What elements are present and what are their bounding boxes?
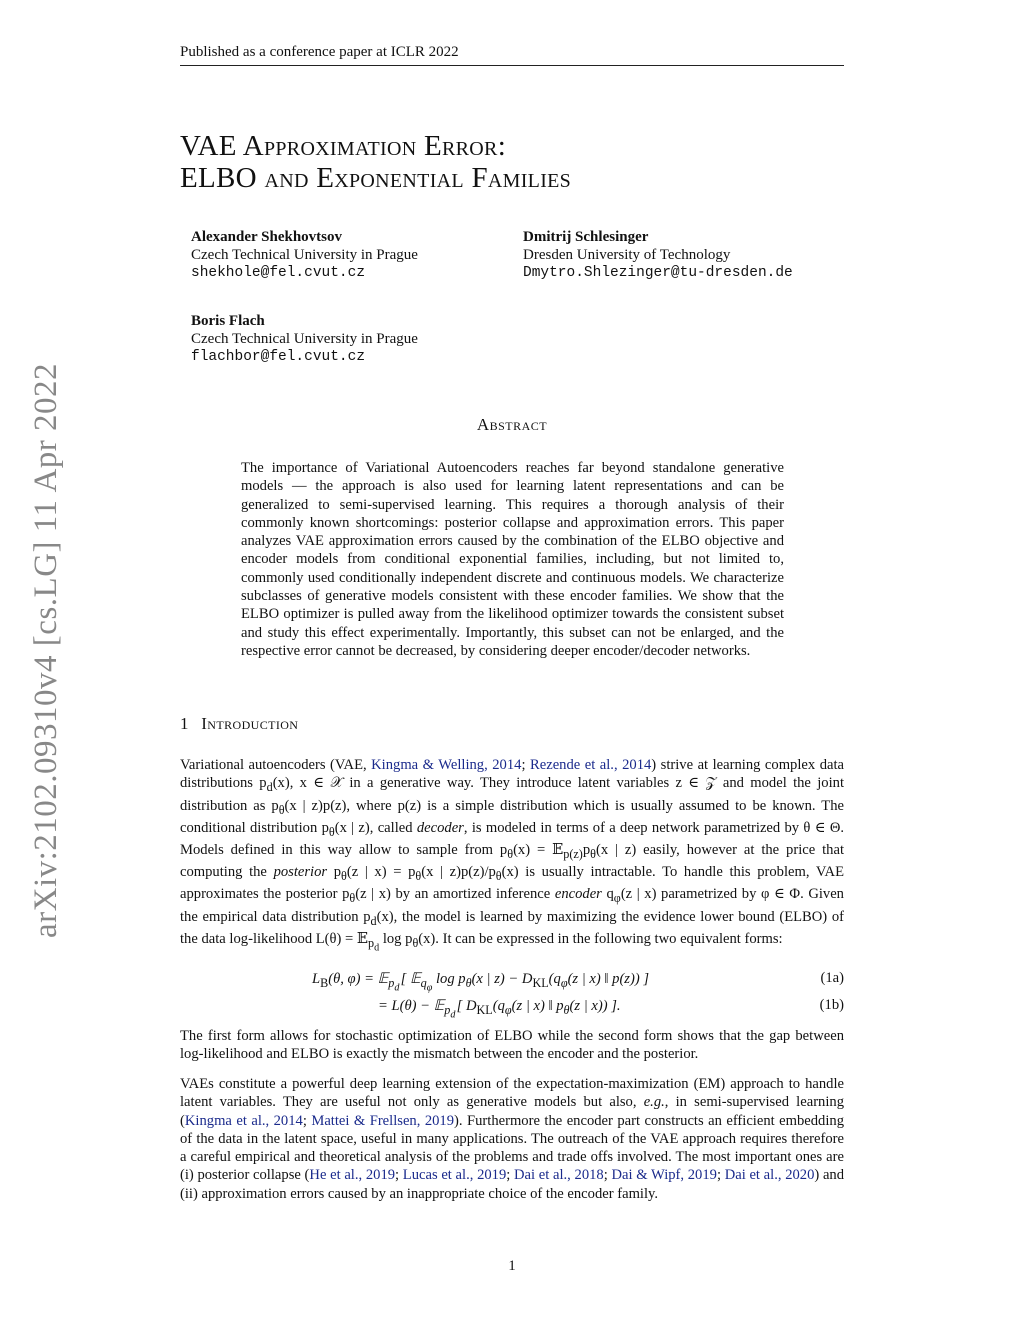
citation-link[interactable]: Dai et al., 2018 bbox=[514, 1167, 604, 1184]
equation-number: (1b) bbox=[819, 997, 844, 1013]
citation-link[interactable]: Mattei & Frellsen, 2019 bbox=[311, 1112, 455, 1129]
author-block-2 bbox=[523, 228, 793, 282]
author-affiliation: Dresden University of Technology bbox=[523, 247, 731, 263]
citation-link[interactable]: Kingma et al., 2014 bbox=[184, 1112, 303, 1129]
citation-link[interactable]: Dai & Wipf, 2019 bbox=[611, 1167, 717, 1184]
page-number: 1 bbox=[508, 1258, 516, 1274]
equation-1a-body: $L_B(\theta$, φ) = 𝔼$_{p_d}$ [ 𝔼$_{q_\varphi}$ $\log p_\theta(x$ | $z) - D_{KL}(q_\varphi(z$ | x) ‖ p(z)) ] bbox=[312, 971, 650, 994]
citation-link[interactable]: Lucas et al., 2019 bbox=[402, 1167, 507, 1184]
abstract-text: The importance of Variational Autoencoders reaches far beyond standalone generative models — the approach is also used for learning latent representations and can be generalized to semi-supervised learning. This requires a thorough analysis of their commonly known shortcomings: posterior collapse and approximation errors. This paper analyzes VAE approximation errors caused by the combination of the ELBO objective and encoder models from conditional exponential families, including, but not limited to, commonly used conditionally independent discrete and continuous models. We characterize subclasses of generative models consistent with these encoder families. We show that the ELBO optimizer is pulled away from the likelihood optimizer towards the consistent subset and study this effect experimentally. Importantly, this subset can not be enlarged, and the respective error cannot be decreased, by considering deeper encoder/decoder networks. bbox=[241, 460, 784, 659]
equation-1b bbox=[180, 997, 844, 1019]
author-block-1 bbox=[191, 228, 418, 282]
author-affiliation: Czech Technical University in Prague bbox=[191, 331, 418, 347]
author-block-3 bbox=[191, 312, 418, 366]
intro-paragraph-1: Variational autoencoders (VAE, Kingma & Welling, 2014; Rezende et al., 2014) strive at learning complex data distributions $p_d(x)$, x ∈ 𝒳 in a generative way. They introduce latent variables z ∈ 𝒵 and model the joint distribution as $p_\theta(x$ | z)p(z), where p(z) is a simple distribution which is usually assumed to be known. The conditional distribution $p_\theta(x$ | z), called decoder, is modeled in terms of a deep network parametrized by θ ∈ Θ. Models defined in this way allow to sample from $p_\theta(x)$ = $𝔼_{p(z)}p_\theta(x$ | z) easily, however at the price that computing the posterior $p_\theta(z$ | $x) = p_\theta(x$ | $z)p(z)/p_\theta(x)$ is usually intractable. To handle this problem, VAE approximates the posterior $p_\theta(z$ | x) by an amortized inference encoder $q_\varphi(z$ | x) parametrized by φ ∈ Φ. Given the empirical data distribution $p_d(x)$, the model is learned by maximizing the evidence lower bound (ELBO) of the data log-likelihood L(θ) = 𝔼$_{p_d}$ $\log p_\theta(x)$. It can be expressed in the following two equivalent forms: bbox=[180, 757, 845, 954]
section-heading bbox=[180, 714, 298, 734]
author-name: Alexander Shekhovtsov bbox=[191, 229, 342, 245]
citation-link[interactable]: Rezende et al., 2014 bbox=[530, 757, 652, 773]
intro-paragraph-2: The first form allows for stochastic optimization of ELBO while the second form shows that the gap between log-likelihood and ELBO is exactly the mismatch between the encoder and the posterior. bbox=[180, 1028, 844, 1063]
title-line-2: ELBO and Exponential Families bbox=[180, 162, 572, 194]
author-affiliation: Czech Technical University in Prague bbox=[191, 247, 418, 263]
arxiv-stamp: arXiv:2102.09310v4 [cs.LG] 11 Apr 2022 bbox=[28, 362, 64, 938]
equation-1b-body: = L(θ) − 𝔼$_{p_d}$ [ $D_{KL}(q_\varphi(z$ | x) ‖ $p_\theta(z$ | x)) ]. bbox=[378, 998, 621, 1021]
author-email[interactable]: shekhole@fel.cvut.cz bbox=[191, 265, 366, 281]
citation-link[interactable]: Dai et al., 2020 bbox=[724, 1167, 815, 1184]
citation-link[interactable]: He et al., 2019 bbox=[309, 1167, 396, 1184]
author-name: Dmitrij Schlesinger bbox=[523, 229, 649, 245]
equation-1a bbox=[180, 970, 844, 992]
citation-link[interactable]: Kingma & Welling, 2014 bbox=[371, 757, 522, 773]
equation-number: (1a) bbox=[820, 970, 844, 986]
header-rule bbox=[180, 65, 844, 66]
author-name: Boris Flach bbox=[191, 313, 265, 329]
running-header: Published as a conference paper at ICLR 2022 bbox=[180, 44, 459, 60]
paper-title bbox=[180, 130, 880, 194]
title-line-1: VAE Approximation Error: bbox=[180, 130, 507, 162]
author-email[interactable]: Dmytro.Shlezinger@tu-dresden.de bbox=[523, 265, 793, 281]
author-email[interactable]: flachbor@fel.cvut.cz bbox=[191, 349, 366, 365]
intro-paragraph-3: VAEs constitute a powerful deep learning extension of the expectation-maximization (EM) approach to handle latent variables. They are useful not only as generative models but also, e.g., in semi-supervised learning (Kingma et al., 2014; Mattei & Frellsen, 2019). Furthermore the encoder part constructs an efficient embedding of the data in the latent space, useful in many applications. The outreach of the VAE approach requires therefore a careful empirical and theoretical analysis of the problems and trade offs involved. The most important ones are (i) posterior collapse (He et al., 2019; Lucas et al., 2019; Dai et al., 2018; Dai & Wipf, 2019; Dai et al., 2020) and (ii) approximation errors caused by an inappropriate choice of the encoder family. bbox=[180, 1076, 845, 1202]
section-title: Introduction bbox=[201, 714, 299, 733]
section-number: 1 bbox=[180, 714, 189, 733]
abstract-heading: Abstract bbox=[476, 415, 548, 434]
